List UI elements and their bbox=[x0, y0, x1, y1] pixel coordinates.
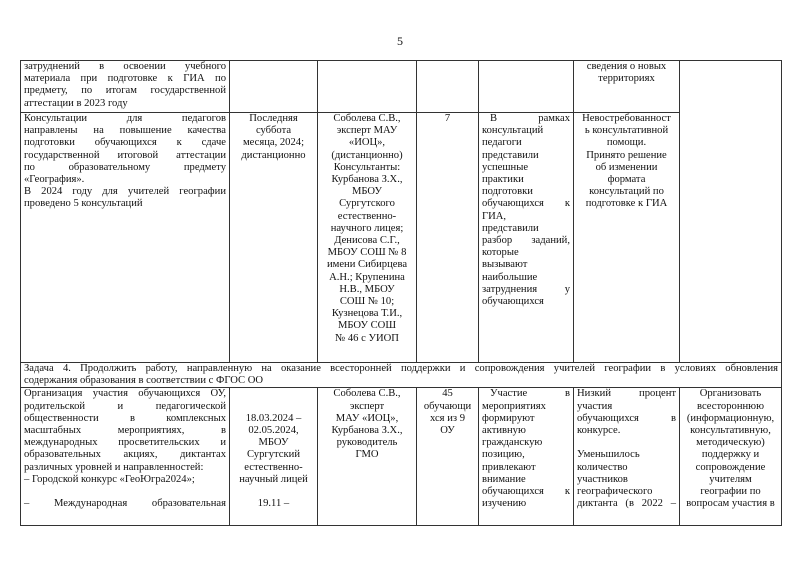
text-line: образовательных акциях, диктантах bbox=[24, 449, 226, 461]
text-line: консультаций bbox=[482, 125, 544, 137]
text-line: сопровождение bbox=[695, 461, 766, 473]
table-row-participation bbox=[21, 388, 782, 526]
text-line: руководитель bbox=[336, 437, 398, 449]
text-line: Курбанова З.Х., bbox=[331, 425, 403, 437]
text-line: Принято решение bbox=[586, 149, 667, 161]
text-line: диктанта (в 2022 – bbox=[577, 498, 676, 510]
text-line: СОШ № 10; bbox=[339, 296, 395, 308]
text-line: суббота bbox=[255, 125, 292, 137]
text-line: по образовательному предмету bbox=[24, 161, 226, 173]
blank-line bbox=[233, 401, 314, 413]
text-line: помощи. bbox=[606, 137, 647, 149]
text-line: формируют bbox=[482, 412, 535, 424]
text-line: 19.11 – bbox=[257, 498, 290, 510]
cell-responsible bbox=[318, 113, 417, 363]
table-row-task-4 bbox=[21, 363, 782, 388]
text-line: обучающихся в bbox=[577, 412, 676, 424]
cell-dates bbox=[230, 113, 318, 363]
text-line: Последняя bbox=[249, 113, 298, 124]
text-line: Консультации для педагогов bbox=[24, 113, 226, 124]
text-line: привлекают bbox=[482, 461, 536, 473]
text-line: которые bbox=[482, 247, 519, 259]
text-line: МАУ «ИОЦ», bbox=[335, 412, 399, 424]
text-line: естественно- bbox=[244, 461, 303, 473]
cell-description bbox=[21, 388, 230, 526]
cell-dates bbox=[230, 61, 318, 113]
text-line: № 46 с УИОП bbox=[335, 332, 399, 344]
text-line: 02.05.2024, bbox=[248, 424, 299, 436]
text-line: содержания образования в соответствии с ФГОС ОО bbox=[24, 375, 264, 387]
text-line: научного лицея; bbox=[330, 222, 404, 234]
text-line: МБОУ СОШ № 8 bbox=[327, 247, 407, 259]
text-line: Низкий процент bbox=[577, 388, 676, 400]
text-line: Участие в bbox=[490, 388, 570, 400]
cell-results bbox=[479, 113, 574, 363]
text-line: Кузнецова Т.И., bbox=[331, 308, 403, 320]
text-line: направлены на повышение качества bbox=[24, 125, 226, 137]
text-line: Сургутский bbox=[247, 449, 300, 461]
text-line: внимание bbox=[482, 473, 526, 485]
text-line: естественно- bbox=[337, 210, 397, 222]
text-line: Задача 4. Продолжить работу, направленную на оказание всесторонней поддержки и сопровождения учителей географии в условиях обновления bbox=[24, 363, 778, 374]
text-line: масштабных мероприятиях, в bbox=[24, 425, 226, 437]
text-line: 45 bbox=[442, 388, 453, 400]
text-line: хся из 9 bbox=[429, 412, 465, 424]
text-line: Сургутского bbox=[339, 198, 395, 210]
text-line: (дистанционно) bbox=[331, 149, 403, 161]
cell-problems bbox=[574, 113, 680, 363]
text-line: методическую) bbox=[696, 437, 765, 449]
text-line: обучающихся к bbox=[482, 198, 570, 210]
text-line: «География». bbox=[24, 174, 85, 186]
text-line: успешные bbox=[482, 161, 529, 173]
text-line: географического bbox=[577, 486, 653, 498]
text-line: ь консультативной bbox=[584, 125, 669, 137]
text-line: Соболева С.В., bbox=[333, 113, 401, 124]
text-line: Соболева С.В., bbox=[333, 388, 401, 400]
text-line: – Городской конкурс «ГеоЮгра2024»; bbox=[24, 473, 195, 485]
cell-proposals bbox=[680, 388, 782, 526]
text-line: эксперт bbox=[349, 400, 385, 412]
text-line: 18.03.2024 – bbox=[245, 412, 302, 424]
text-line: подготовке к ГИА bbox=[585, 198, 668, 210]
text-line: Курбанова З.Х., bbox=[331, 174, 403, 186]
text-line: обучающи bbox=[423, 400, 472, 412]
text-line: «ИОЦ», bbox=[348, 137, 386, 149]
text-line: эксперт МАУ bbox=[336, 125, 398, 137]
text-line: Н.В., МБОУ bbox=[339, 283, 395, 295]
cell-problems bbox=[574, 61, 680, 113]
cell-count bbox=[417, 113, 479, 363]
text-line: 7 bbox=[444, 113, 451, 124]
blank-line bbox=[233, 486, 314, 498]
text-line: МБОУ bbox=[258, 437, 289, 449]
cell-problems bbox=[574, 388, 680, 526]
text-line: родительской и педагогической bbox=[24, 400, 226, 412]
text-line: географии по bbox=[700, 486, 761, 498]
text-line: затруднений в освоении учебного bbox=[24, 61, 226, 72]
text-line: В 2024 году для учителей географии bbox=[24, 186, 226, 198]
text-line: участия bbox=[577, 400, 613, 412]
text-line: Невостребованност bbox=[582, 113, 671, 124]
text-line: А.Н.; Крупенина bbox=[329, 271, 405, 283]
text-line: территориях bbox=[598, 73, 655, 85]
cell-responsible bbox=[318, 388, 417, 526]
text-line: научный лицей bbox=[239, 473, 308, 485]
cell-results bbox=[479, 388, 574, 526]
text-line: Консультанты: bbox=[333, 161, 401, 173]
text-line: ГМО bbox=[355, 449, 379, 461]
text-line: подготовки bbox=[482, 186, 533, 198]
text-line: предмету, по итогам государственной bbox=[24, 85, 226, 97]
text-line: конкурсе. bbox=[577, 425, 621, 437]
cell-responsible bbox=[318, 61, 417, 113]
text-line: различных уровней и направленностей: bbox=[24, 461, 204, 473]
text-line: учителям bbox=[709, 473, 752, 485]
text-line: (информационную, bbox=[686, 412, 775, 424]
text-line: сведения о новых bbox=[586, 61, 667, 72]
text-line: Уменьшилось bbox=[577, 449, 640, 461]
table-row-continuation bbox=[21, 61, 782, 113]
text-line: ОУ bbox=[440, 425, 455, 437]
text-line: наибольшие bbox=[482, 271, 538, 283]
text-line: Денисова С.Г., bbox=[334, 235, 400, 247]
text-line: имени Сибирцева bbox=[326, 259, 408, 271]
text-line: обучающихся bbox=[482, 296, 544, 308]
text-line: проведено 5 консультаций bbox=[24, 198, 143, 210]
text-line: обучающихся к bbox=[482, 486, 570, 498]
task-4-heading bbox=[21, 363, 782, 388]
text-line: активную bbox=[482, 425, 526, 437]
text-line: количество bbox=[577, 461, 628, 473]
blank-line bbox=[24, 486, 226, 498]
text-line: позицию, bbox=[482, 449, 525, 461]
text-line: Организовать bbox=[699, 388, 762, 400]
text-line: всестороннюю bbox=[697, 400, 764, 412]
blank-line bbox=[233, 388, 314, 400]
text-line: Организация участия обучающихся ОУ, bbox=[24, 388, 226, 400]
table-row-consultations bbox=[21, 113, 782, 363]
text-line: дистанционно bbox=[241, 149, 306, 161]
text-line: месяца, 2024; bbox=[242, 137, 305, 149]
text-line: материала при подготовке к ГИА по bbox=[24, 73, 226, 85]
text-line: государственной итоговой аттестации bbox=[24, 149, 226, 161]
text-line: вопросам участия в bbox=[686, 498, 775, 510]
text-line: – Международная образовательная bbox=[24, 498, 226, 510]
cell-description bbox=[21, 61, 230, 113]
text-line: вызывают bbox=[482, 259, 528, 271]
text-line: поддержку и bbox=[701, 449, 760, 461]
cell-description bbox=[21, 113, 230, 363]
activity-report-table bbox=[20, 60, 782, 526]
text-line: МБОУ СОШ bbox=[337, 320, 397, 332]
text-line: гражданскую bbox=[482, 437, 543, 449]
text-line: затруднения у bbox=[482, 283, 570, 295]
text-line: представили bbox=[482, 149, 539, 161]
cell-count bbox=[417, 61, 479, 113]
text-line: консультаций по bbox=[589, 186, 664, 198]
text-line: В рамках bbox=[490, 113, 570, 124]
text-line: формата bbox=[607, 174, 646, 186]
text-line: изучению bbox=[482, 498, 527, 510]
text-line: общественности в комплексных bbox=[24, 412, 226, 424]
cell-count bbox=[417, 388, 479, 526]
text-line: об изменении bbox=[595, 161, 658, 173]
text-line: практики bbox=[482, 174, 524, 186]
text-line: консультативную, bbox=[690, 425, 771, 437]
text-line: разбор заданий, bbox=[482, 235, 570, 247]
text-line: участников bbox=[577, 473, 628, 485]
blank-line bbox=[577, 437, 676, 449]
text-line: международных просветительских и bbox=[24, 437, 226, 449]
cell-results bbox=[479, 61, 574, 113]
cell-proposals-merged bbox=[680, 61, 782, 363]
cell-dates bbox=[230, 388, 318, 526]
text-line: аттестации в 2023 году bbox=[24, 97, 128, 109]
text-line: подготовки обучающихся к сдаче bbox=[24, 137, 226, 149]
text-line: педагоги bbox=[482, 137, 522, 149]
text-line: представили bbox=[482, 222, 539, 234]
text-line: МБОУ bbox=[352, 186, 382, 198]
text-line: ГИА, bbox=[482, 210, 507, 222]
page-number: 5 bbox=[397, 34, 403, 48]
text-line: мероприятиях bbox=[482, 400, 546, 412]
